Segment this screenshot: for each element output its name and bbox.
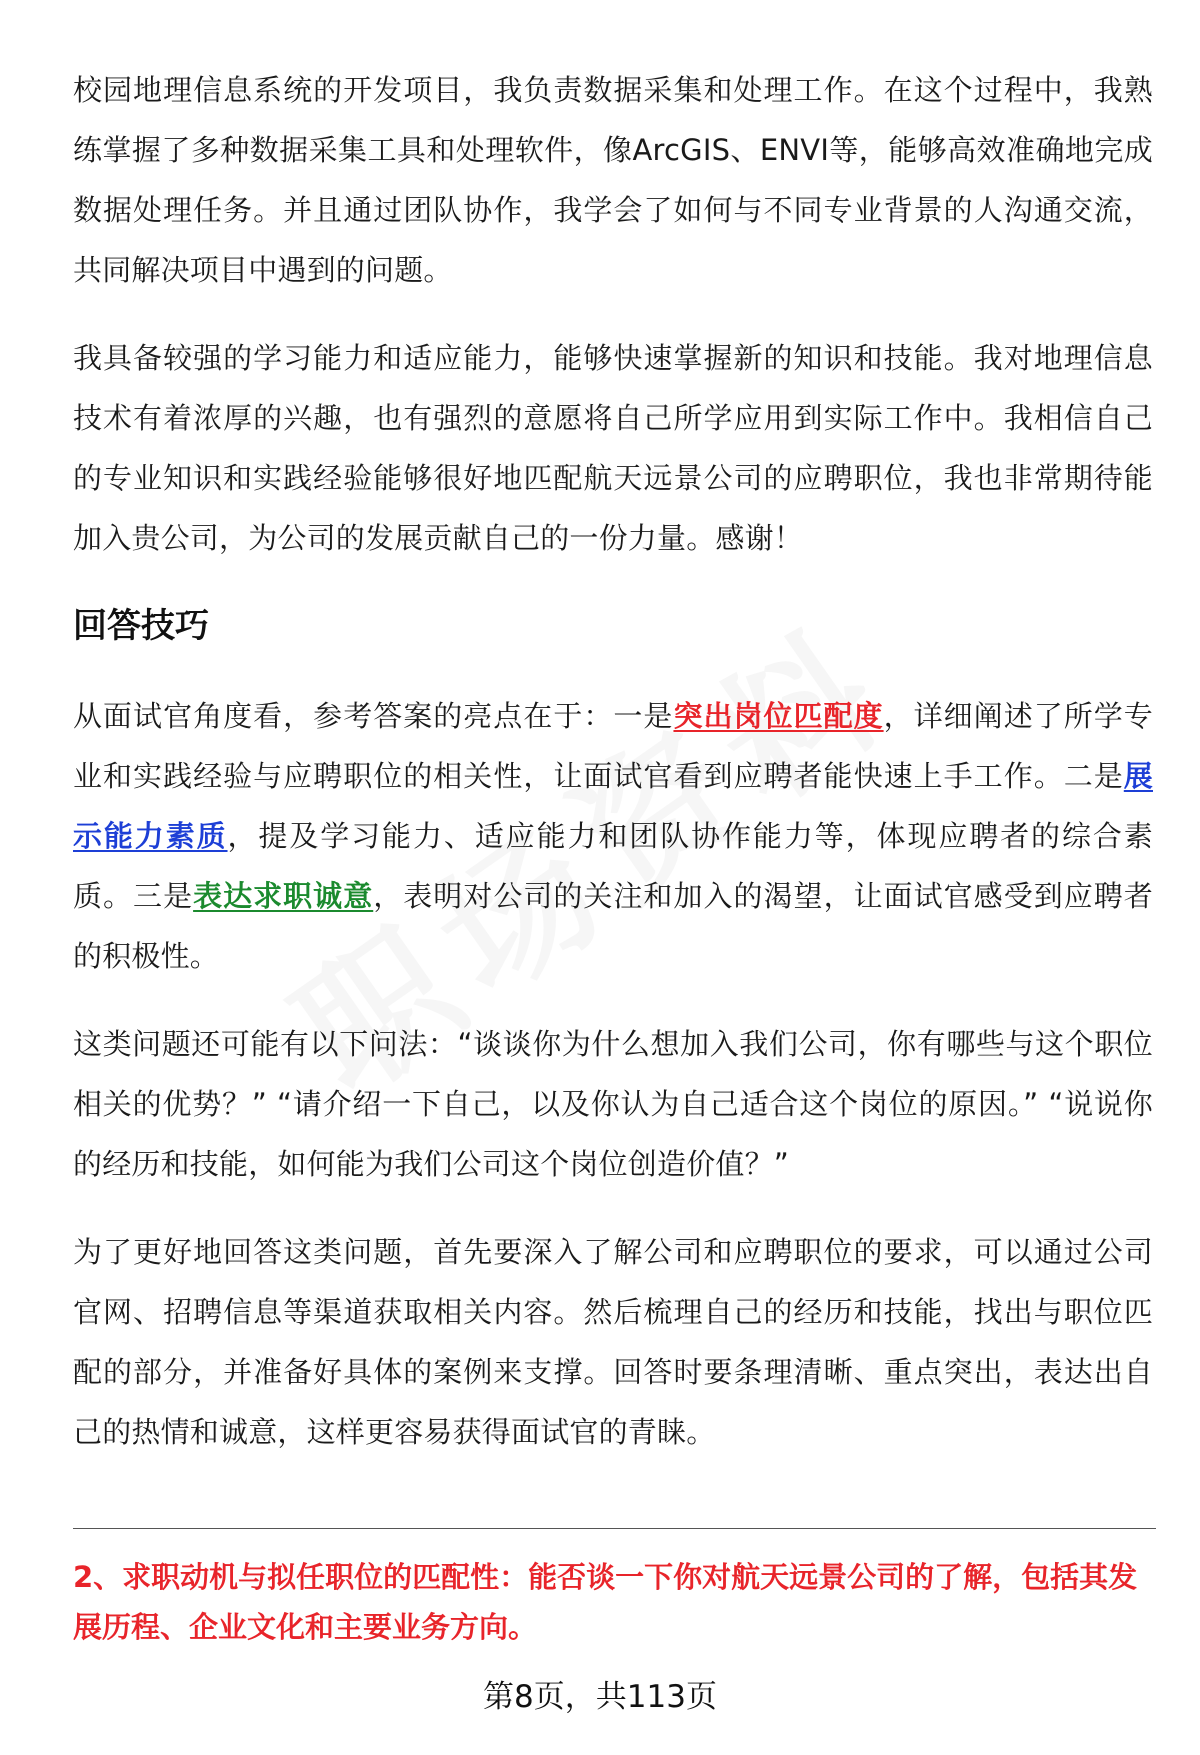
paragraph-abilities: 我具备较强的学习能力和适应能力，能够快速掌握新的知识和技能。我对地理信息技术有着浓厚的兴趣，也有强烈的意愿将自己所学应用到实际工作中。我相信自己的专业知识和实践经验能够很好地匹配航天远景公司的应聘职位，我也非常期待能加入贵公司，为公司的发展贡献自己的一份力量。感谢！	[73, 341, 1153, 555]
tips-text-2: ，详细阐述了所学专业和实践经验与应聘职位的相关性，让面试官看到应聘者能快速上手工作。二是	[73, 699, 1153, 793]
page-number: 第8页，共113页	[483, 1679, 717, 1715]
paragraph-alternative-questions: 这类问题还可能有以下问法：“谈谈你为什么想加入我们公司，你有哪些与这个职位相关的优势？” “请介绍一下自己，以及你认为自己适合这个岗位的原因。” “说说你的经历和技能，如何能为我们公司这个岗位创造价值？”	[73, 1027, 1153, 1181]
section-heading: 回答技巧	[73, 606, 209, 646]
paragraph-project-experience: 校园地理信息系统的开发项目，我负责数据采集和处理工作。在这个过程中，我熟练掌握了多种数据采集工具和处理软件，像ArcGIS、ENVI等，能够高效准确地完成数据处理任务。并且通过团队协作，我学会了如何与不同专业背景的人沟通交流，共同解决项目中遇到的问题。	[73, 73, 1153, 287]
document-body	[73, 60, 1153, 1490]
next-question: 2、求职动机与拟任职位的匹配性：能否谈一下你对航天远景公司的了解，包括其发展历程、企业文化和主要业务方向。	[73, 1560, 1138, 1644]
highlight-ability: 展示能力素质	[73, 759, 1153, 853]
paragraph-how-to-answer: 为了更好地回答这类问题，首先要深入了解公司和应聘职位的要求，可以通过公司官网、招聘信息等渠道获取相关内容。然后梳理自己的经历和技能，找出与职位匹配的部分，并准备好具体的案例来支撑。回答时要条理清晰、重点突出，表达出自己的热情和诚意，这样更容易获得面试官的青睐。	[73, 1235, 1153, 1449]
section-divider	[73, 1528, 1156, 1529]
tips-text-1: 从面试官角度看，参考答案的亮点在于：一是	[73, 699, 674, 733]
tips-text-4: ，表明对公司的关注和加入的渴望，让面试官感受到应聘者的积极性。	[73, 879, 1153, 973]
highlight-sincerity: 表达求职诚意	[193, 879, 374, 913]
paragraph-answer-tips	[73, 686, 1153, 986]
highlight-job-match: 突出岗位匹配度	[673, 699, 884, 733]
tips-text-3: ，提及学习能力、适应能力和团队协作能力等，体现应聘者的综合素质。三是	[73, 819, 1153, 913]
